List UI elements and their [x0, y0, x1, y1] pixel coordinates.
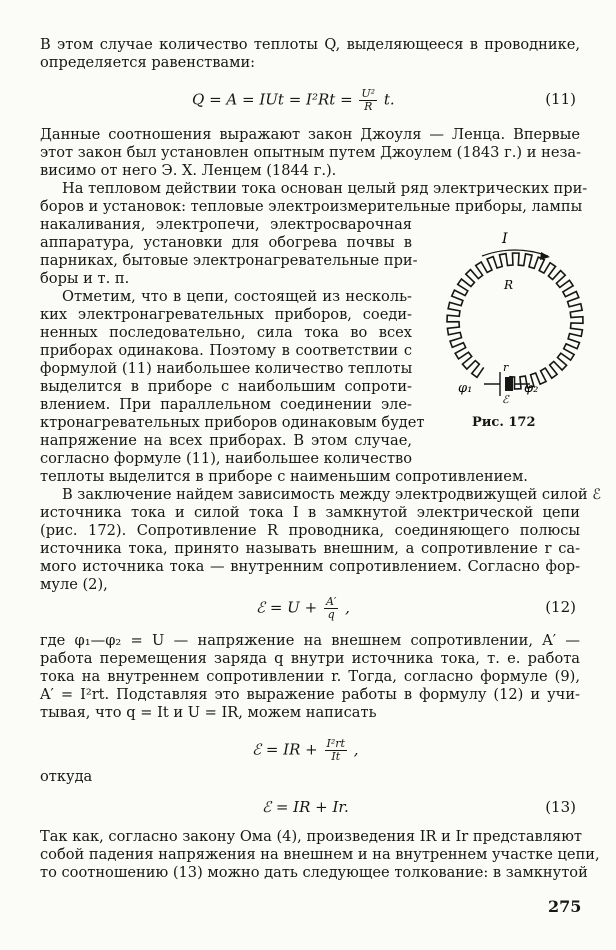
- equation-12-fraction: [324, 596, 338, 621]
- emf-label: ℰ: [502, 393, 509, 406]
- equation-intermediate-tail: ,: [348, 740, 359, 759]
- fraction-denominator: q: [327, 608, 335, 621]
- text-line: Данные соотношения выражают закон Джоуля — Ленца. Впервые: [40, 126, 580, 143]
- circuit-figure: [420, 226, 595, 406]
- text-line: источника тока и силой тока I в замкнутой электрической цепи: [40, 504, 580, 521]
- text-line: согласно формуле (11), наибольшее количество: [40, 450, 413, 467]
- internal-resistance-label: r: [503, 361, 509, 374]
- equation-11: [192, 88, 395, 113]
- equation-12-tail: ,: [340, 598, 350, 617]
- text-line: напряжение на всех приборах. В этом случае,: [40, 432, 412, 449]
- text-line: где φ₁—φ₂ = U — напряжение на внешнем сопротивлении, A′ —: [40, 632, 580, 649]
- fraction-numerator: U²: [361, 87, 376, 100]
- equation-11-tail: t.: [379, 90, 395, 109]
- text-line: муле (2),: [40, 576, 108, 593]
- text-line: В этом случае количество теплоты Q, выделяющееся в проводнике,: [40, 36, 580, 53]
- text-line: этот закон был установлен опытным путем Джоулем (1843 г.) и неза-: [40, 144, 582, 161]
- text-line: источника тока, принято называть внешним, а сопротивление r са-: [40, 540, 580, 557]
- resistor-coil-path: [447, 253, 583, 389]
- phi1-label: φ₁: [458, 381, 473, 396]
- figure-caption: Рис. 172: [472, 415, 536, 430]
- text-line: формулой (11) наибольшее количество теплоты: [40, 360, 413, 377]
- equation-12-lhs: ℰ = U +: [256, 598, 322, 617]
- text-line: На тепловом действии тока основан целый ряд электрических при-: [62, 180, 588, 197]
- text-line: тывая, что q = It и U = IR, можем написать: [40, 704, 377, 721]
- text-line: В заключение найдем зависимость между электродвижущей силой ℰ: [62, 486, 602, 503]
- equation-13: ℰ = IR + Ir.: [262, 798, 349, 816]
- resistor-coil: [447, 253, 583, 389]
- text-line: приборах одинакова. Поэтому в соответствии с: [40, 342, 412, 359]
- equation-12: [256, 596, 350, 621]
- text-line: боров и установок: тепловые электроизмерительные приборы, лампы: [40, 198, 583, 215]
- text-line: теплоты выделится в приборе с наименьшим сопротивлением.: [40, 468, 528, 485]
- current-label: I: [502, 231, 508, 247]
- equation-intermediate-fraction: [325, 738, 347, 763]
- text-line: тока на внутреннем сопротивлении r. Тогда, согласно формуле (9),: [40, 668, 580, 685]
- fraction-numerator: A′: [325, 595, 337, 608]
- text-line: аппаратура, установки для обогрева почвы в: [40, 234, 412, 251]
- text-line: накаливания, электропечи, электросварочная: [40, 216, 412, 233]
- text-line: висимо от него Э. Х. Ленцем (1844 г.).: [40, 162, 337, 179]
- text-line: определяется равенствами:: [40, 54, 256, 71]
- text-line: (рис. 172). Сопротивление R проводника, соединяющего полюсы: [40, 522, 580, 539]
- battery-plate-short: [505, 377, 513, 391]
- text-line: собой падения напряжения на внешнем и на внутреннем участке цепи,: [40, 846, 600, 863]
- text-line: Так как, согласно закону Ома (4), произведения IR и Ir представляют: [40, 828, 583, 845]
- text-line: работа перемещения заряда q внутри источника тока, т. е. работа: [40, 650, 580, 667]
- text-line: ктронагревательных приборов одинаковым будет: [40, 414, 425, 431]
- text-line: Отметим, что в цепи, состоящей из несколь-: [62, 288, 412, 305]
- text-line: выделится в приборе с наибольшим сопроти-: [40, 378, 412, 395]
- fraction-denominator: R: [364, 100, 373, 113]
- equation-11-fraction: [359, 88, 377, 113]
- equation-number: (12): [545, 598, 576, 616]
- text-line: ненных последовательно, сила тока во всех: [40, 324, 412, 341]
- text-line: ких электронагревательных приборов, соеди-: [40, 306, 412, 323]
- equation-intermediate: [252, 738, 359, 763]
- text-line: то соотношению (13) можно дать следующее толкование: в замкнутой: [40, 864, 588, 881]
- text-line: парниках, бытовые электронагревательные при-: [40, 252, 418, 269]
- fraction-numerator: I²rt: [326, 737, 345, 750]
- equation-number: (11): [545, 90, 576, 108]
- text-line: мого источника тока — внутренним сопротивлением. Согласно фор-: [40, 558, 580, 575]
- text-line: A′ = I²rt. Подставляя это выражение работы в формулу (12) и учи-: [40, 686, 580, 703]
- resistor-label: R: [504, 278, 514, 292]
- text-line: влением. При параллельном соединении эле-: [40, 396, 412, 413]
- equation-11-lhs: Q = A = IUt = I²Rt =: [192, 90, 358, 109]
- equation-number: (13): [545, 798, 576, 816]
- equation-intermediate-lhs: ℰ = IR +: [252, 740, 323, 759]
- phi2-label: φ₂: [524, 381, 539, 396]
- fraction-denominator: It: [331, 750, 341, 763]
- text-line: боры и т. п.: [40, 270, 130, 287]
- text-line: откуда: [40, 768, 93, 785]
- page-number: 275: [548, 897, 582, 916]
